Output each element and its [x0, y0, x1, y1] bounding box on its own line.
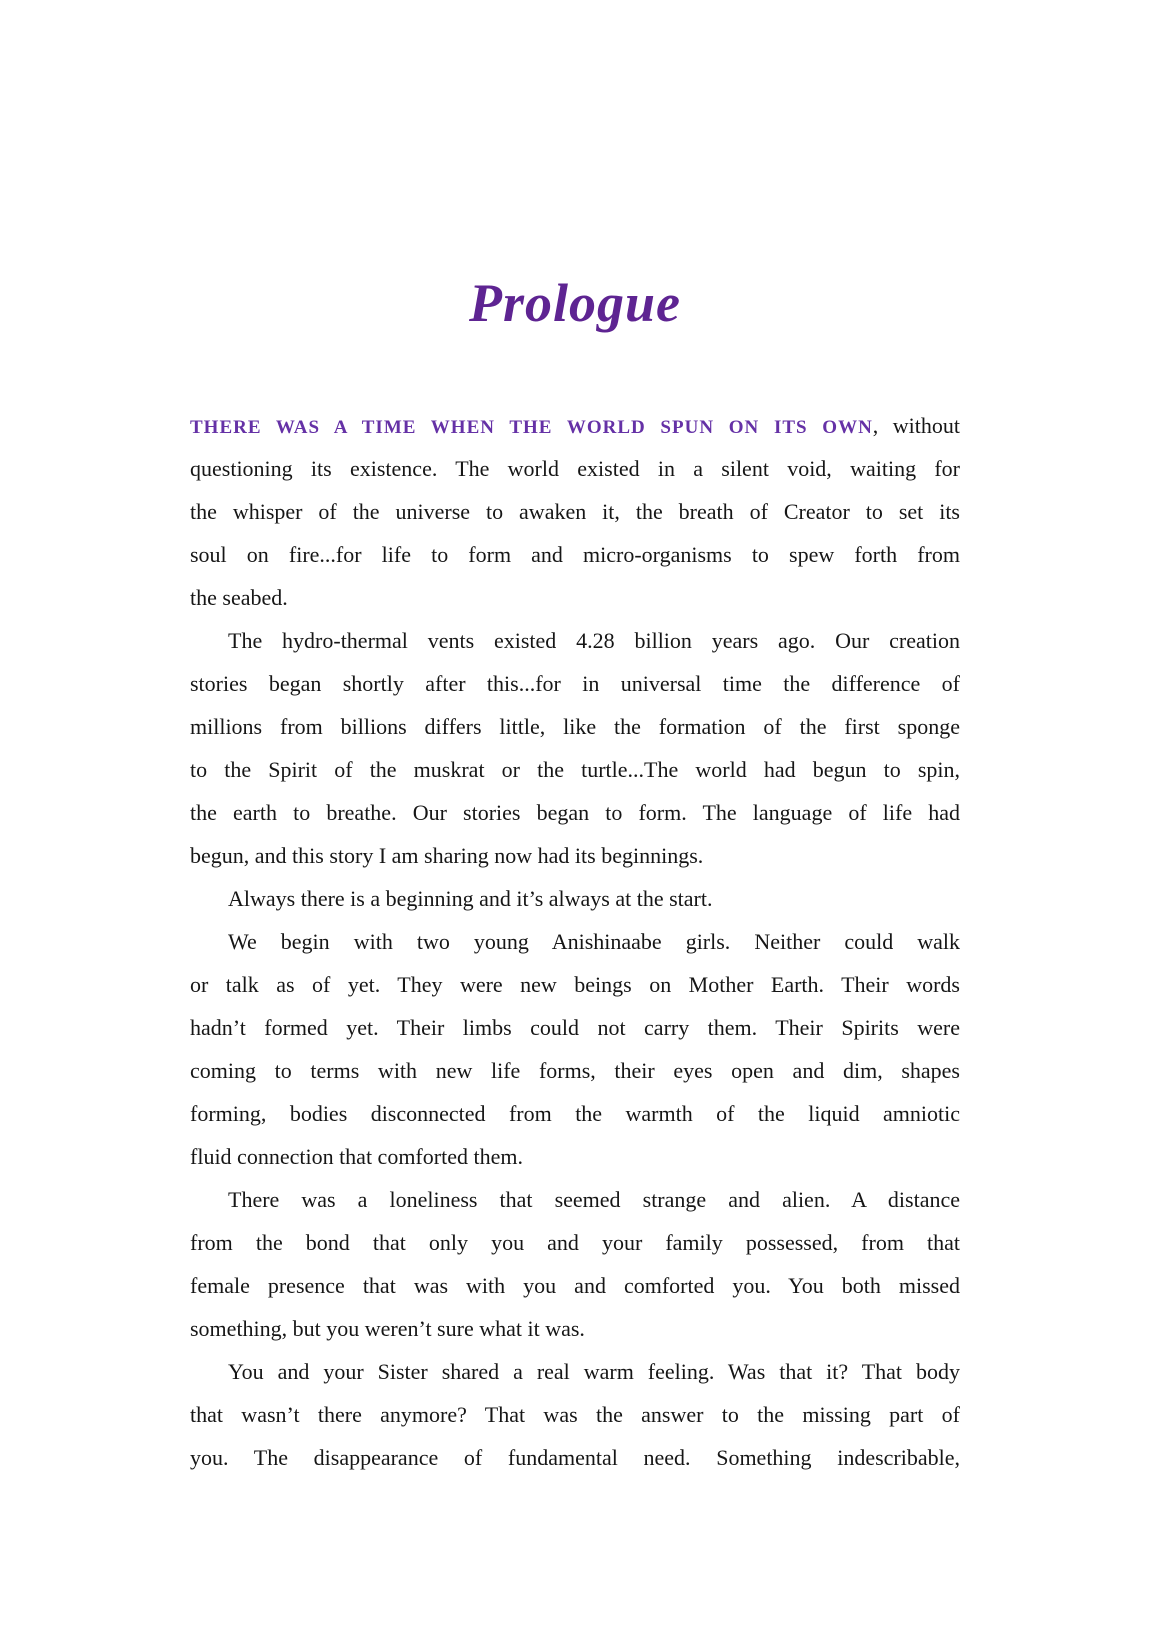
text-line: that wasn’t there anymore? That was the answer to the missing part of	[190, 1402, 960, 1427]
text-line: fluid connection that comforted them.	[190, 1144, 523, 1169]
text-line: You and your Sister shared a real warm feeling. Was that it? That body	[228, 1359, 960, 1384]
text-line: to the Spirit of the muskrat or the turtle...The world had begun to spin,	[190, 757, 960, 782]
text-line: the whisper of the universe to awaken it, the breath of Creator to set its	[190, 499, 960, 524]
text-line: from the bond that only you and your family possessed, from that	[190, 1230, 960, 1255]
text-line: something, but you weren’t sure what it was.	[190, 1316, 585, 1341]
text-line: the earth to breathe. Our stories began to form. The language of life had	[190, 800, 960, 825]
text-line: forming, bodies disconnected from the warmth of the liquid amniotic	[190, 1101, 960, 1126]
text-line: begun, and this story I am sharing now had its beginnings.	[190, 843, 704, 868]
text-line: you. The disappearance of fundamental need. Something indescribable,	[190, 1445, 960, 1470]
text-line: female presence that was with you and comforted you. You both missed	[190, 1273, 960, 1298]
prologue-body	[190, 404, 960, 1479]
text-line: coming to terms with new life forms, their eyes open and dim, shapes	[190, 1058, 960, 1083]
opening-smallcaps: THERE WAS A TIME WHEN THE WORLD SPUN ON ITS OWN	[190, 417, 873, 438]
text-line: soul on fire...for life to form and micro-organisms to spew forth from	[190, 542, 960, 567]
text-line: stories began shortly after this...for in universal time the difference of	[190, 671, 960, 696]
text-line: millions from billions differs little, like the formation of the first sponge	[190, 714, 960, 739]
text-line-opening	[190, 404, 960, 447]
text-line: Always there is a beginning and it’s always at the start.	[228, 886, 713, 911]
text-line: We begin with two young Anishinaabe girls. Neither could walk	[228, 929, 960, 954]
text-line: There was a loneliness that seemed strange and alien. A distance	[228, 1187, 960, 1212]
chapter-title: Prologue	[468, 273, 681, 333]
text-line: the seabed.	[190, 585, 288, 610]
text-line: hadn’t formed yet. Their limbs could not carry them. Their Spirits were	[190, 1015, 960, 1040]
opening-rest: , without	[872, 413, 960, 438]
text-line: The hydro-thermal vents existed 4.28 billion years ago. Our creation	[228, 628, 960, 653]
text-line: questioning its existence. The world existed in a silent void, waiting for	[190, 456, 960, 481]
text-line: or talk as of yet. They were new beings on Mother Earth. Their words	[190, 972, 960, 997]
